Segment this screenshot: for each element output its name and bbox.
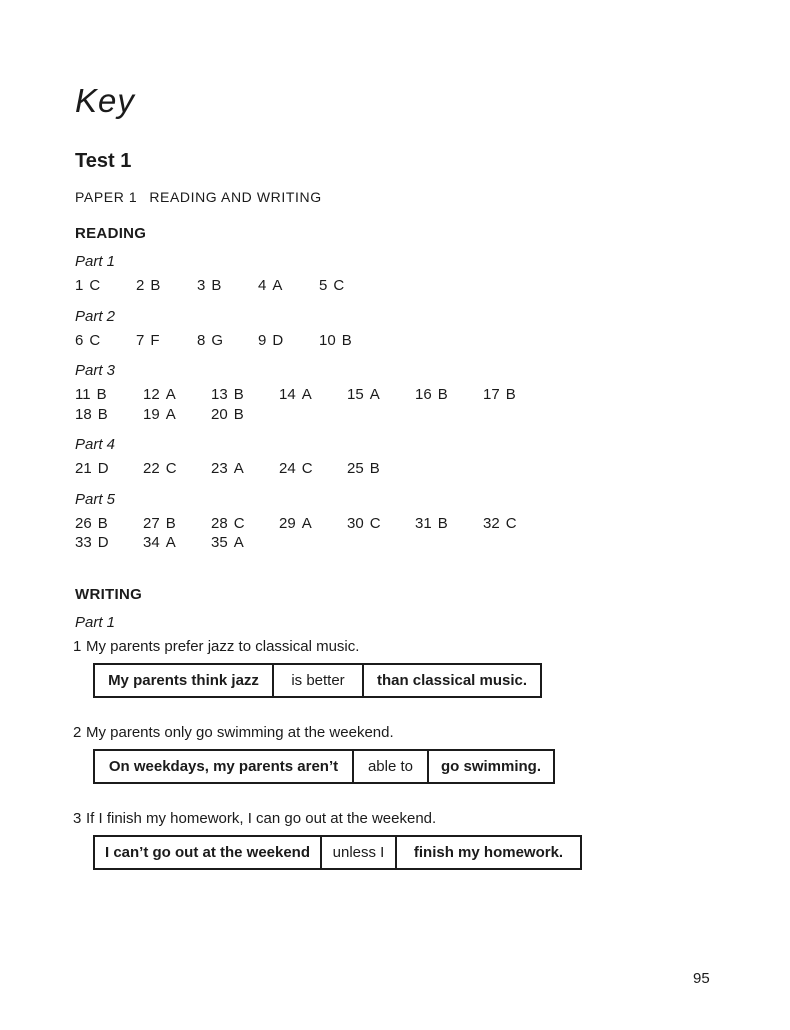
answer [197,331,258,351]
answer [143,405,211,425]
answer-number: 7 [136,331,145,349]
answer [483,514,551,534]
answer [347,514,415,534]
answer-number: 2 [136,277,145,294]
writing-sentence [75,637,740,656]
answer-letter: A [165,405,176,423]
answer-letter: A [233,534,244,551]
test-heading: Test 1 [75,150,132,172]
answer-number: 17 [483,386,500,403]
answer-box-cell: I can’t go out at the weekend [104,843,311,861]
answer [136,276,197,296]
answer-number: 32 [483,514,500,532]
paper-title: READING AND WRITING [149,189,322,205]
answer-letter: B [505,386,516,403]
answer-number: 33 [75,534,92,551]
answer [143,533,211,553]
answer-number: 23 [211,460,228,477]
answer [75,533,143,553]
answer [211,385,279,405]
page-title: Key [75,82,135,119]
page-number: 95 [693,970,710,987]
answer [75,459,143,479]
answer-letter: A [301,514,312,532]
answer [415,385,483,405]
writing-sentence [75,723,740,742]
answer-letter: D [97,460,109,477]
answer-number: 22 [143,460,160,477]
answer-box-cell: finish my homework. [395,837,580,868]
answer-letter: B [97,405,108,423]
answer-row [75,533,740,553]
answer-box [93,663,542,698]
answer-number: 27 [143,514,160,532]
answer-number: 24 [279,460,296,477]
answer-number: 6 [75,331,84,349]
answer-box-cell: unless I [320,837,395,868]
writing-item-number: 3 [73,809,82,827]
answer-number: 12 [143,386,160,403]
answer-letter: C [369,514,381,532]
answer [319,276,380,296]
answer-letter: B [211,277,222,294]
answer-row [75,514,740,534]
part-label: Part 4 [75,436,116,453]
part-label: Part 3 [75,362,116,379]
answer-letter: C [301,460,313,477]
answer-number: 11 [75,386,91,403]
answer-letter: A [272,277,283,294]
answer-number: 16 [415,386,432,403]
writing-item-text: My parents only go swimming at the weekend. [86,723,394,741]
answer [75,276,136,296]
answer-number: 13 [211,386,228,403]
answer-letter: B [150,277,161,294]
writing-heading: WRITING [75,585,143,603]
answer [75,385,143,405]
answer-number: 18 [75,405,92,423]
answer-row [75,276,740,296]
answer-letter: C [165,460,177,477]
answer-number: 5 [319,277,328,294]
answer-letter: B [165,514,176,532]
answer-row [75,331,740,351]
answer-number: 31 [415,514,432,532]
writing-item-text: My parents prefer jazz to classical music. [86,637,360,655]
reading-heading: READING [75,225,147,242]
answer [258,276,319,296]
answer-number: 30 [347,514,364,532]
part-label: Part 1 [75,253,116,270]
answer-letter: C [233,514,245,532]
paper-heading [75,190,740,204]
answer [75,514,143,534]
writing-item-number: 2 [73,723,82,741]
answer-letter: A [233,460,244,477]
answer [483,385,551,405]
answer-number: 20 [211,405,228,423]
part-label: Part 5 [75,490,116,508]
reading-answer-key [75,254,740,553]
answer-box-cell: go swimming. [427,751,553,782]
writing-item-text: If I finish my homework, I can go out at the weekend. [86,809,437,827]
answer [211,405,279,425]
answer [319,331,380,351]
answer [279,385,347,405]
answer-number: 26 [75,514,92,532]
answer-number: 9 [258,331,267,349]
answer [136,331,197,351]
answer-number: 19 [143,405,160,423]
writing-part-label: Part 1 [75,613,116,631]
paper-label: PAPER 1 [75,189,138,205]
answer-number: 4 [258,277,267,294]
answer-letter: B [369,460,380,477]
answer-letter: B [437,386,448,403]
part-label: Part 2 [75,307,116,325]
answer [347,459,415,479]
answer-letter: A [165,534,176,551]
answer [143,514,211,534]
answer-letter: B [97,514,108,532]
answer-number: 21 [75,460,92,477]
answer-letter: C [89,331,101,349]
answer-box-cell: My parents think jazz [108,671,259,689]
answer-number: 3 [197,277,206,294]
answer [279,459,347,479]
answer-number: 15 [347,386,364,403]
answer-letter: F [150,331,160,349]
answer-row [75,385,740,405]
answer-number: 14 [279,386,296,403]
answer [75,405,143,425]
answer-number: 10 [319,331,336,349]
answer-number: 25 [347,460,364,477]
answer [415,514,483,534]
answer-number: 35 [211,534,228,551]
answer-number: 34 [143,534,160,551]
answer-number: 28 [211,514,228,532]
answer-letter: G [211,331,224,349]
answer-box [93,749,555,784]
answer-letter: D [272,331,284,349]
answer-letter: C [89,277,101,294]
answer [211,514,279,534]
writing-item-number: 1 [73,637,82,655]
answer-letter: B [233,405,244,423]
answer-letter: B [96,386,107,403]
answer-letter: C [505,514,517,532]
writing-answer-items [75,637,740,870]
answer-row [75,405,740,425]
answer [211,533,279,553]
answer [197,276,258,296]
answer-row [75,459,740,479]
answer [75,331,136,351]
answer-box [93,835,582,870]
answer-letter: A [165,386,176,403]
answer-letter: D [97,534,109,551]
answer [258,331,319,351]
answer [143,459,211,479]
answer [347,385,415,405]
answer-letter: B [437,514,448,532]
answer-letter: B [341,331,352,349]
answer-number: 1 [75,277,84,294]
answer-box-cell: On weekdays, my parents aren’t [108,757,339,775]
answer-box-cell: than classical music. [362,665,540,696]
answer-box-cell: is better [272,665,362,696]
answer-number: 29 [279,514,296,532]
writing-sentence [75,809,740,828]
answer-box-cell: able to [352,751,427,782]
answer-letter: A [369,386,380,403]
answer [143,385,211,405]
answer-number: 8 [197,331,206,349]
answer [279,514,347,534]
answer [211,459,279,479]
answer-letter: B [233,386,244,403]
answer-letter: A [301,386,312,403]
answer-letter: C [333,277,345,294]
